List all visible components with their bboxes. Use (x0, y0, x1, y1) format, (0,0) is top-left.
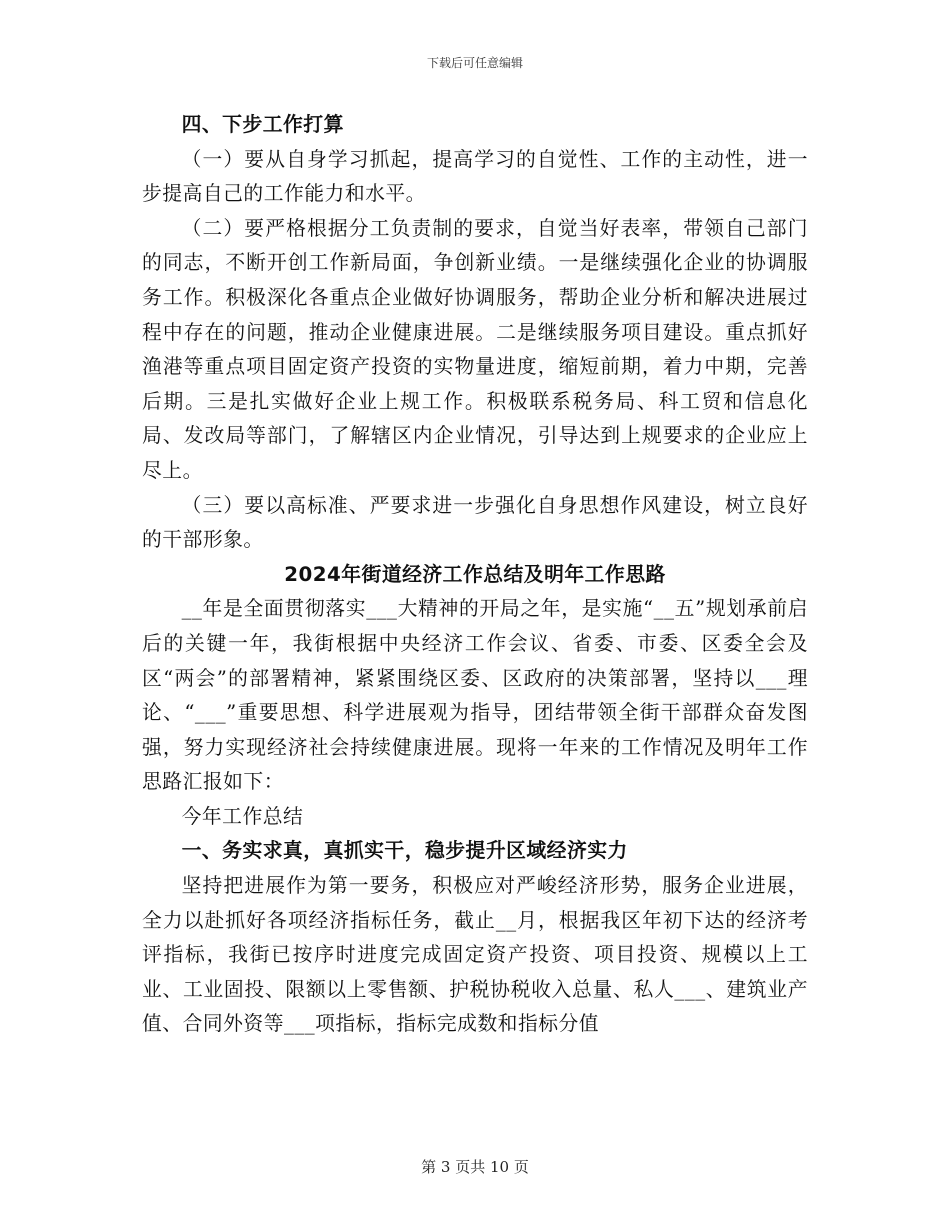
paragraph: （三）要以高标准、严要求进一步强化自身思想作风建设，树立良好的干部形象。 (142, 493, 808, 552)
section-heading: 一、务实求真，真抓实干，稳步提升区域经济实力 (181, 839, 628, 863)
section-heading: 四、下步工作打算 (181, 113, 344, 136)
page-header: 下载后可任意编辑 (426, 56, 523, 70)
page-footer: 第 3 页共 10 页 (421, 1158, 529, 1176)
article-title: 2024年街道经济工作总结及明年工作思路 (284, 562, 666, 586)
paragraph: __年是全面贯彻落实___大精神的开局之年，是实施“__五”规划承前启后的关键一年，我街根据中央经济工作会议、省委、市委、区委全会及区“两会”的部署精神，紧紧围绕区委、区政府的决策部署，坚持以___理论、“___”重要思想、科学进展观为指导，团结带领全街干部群众奋发图强，努力实现经济社会持续健康进展。现将一年来的工作情况及明年工作思路汇报如下： (142, 597, 808, 794)
subsection-label: 今年工作总结 (181, 804, 304, 828)
paragraph: 坚持把进展作为第一要务，积极应对严峻经济形势，服务企业进展，全力以赴抓好各项经济指标任务，截止__月，根据我区年初下达的经济考评指标，我街已按序时进度完成固定资产投资、项目投资、规模以上工业、工业固投、限额以上零售额、护税协税收入总量、私人___、建筑业产值、合同外资等___项指标，指标完成数和指标分值 (142, 874, 808, 1036)
paragraph: （二）要严格根据分工负责制的要求，自觉当好表率，带领自己部门的同志，不断开创工作新局面，争创新业绩。一是继续强化企业的协调服务工作。积极深化各重点企业做好协调服务，帮助企业分析和解决进展过程中存在的问题，推动企业健康进展。二是继续服务项目建设。重点抓好渔港等重点项目固定资产投资的实物量进度，缩短前期，着力中期，完善后期。三是扎实做好企业上规工作。积极联系税务局、科工贸和信息化局、发改局等部门，了解辖区内企业情况，引导达到上规要求的企业应上尽上。 (142, 216, 808, 482)
document-body (142, 108, 808, 1042)
paragraph: （一）要从自身学习抓起，提高学习的自觉性、工作的主动性，进一步提高自己的工作能力和水平。 (142, 147, 808, 206)
